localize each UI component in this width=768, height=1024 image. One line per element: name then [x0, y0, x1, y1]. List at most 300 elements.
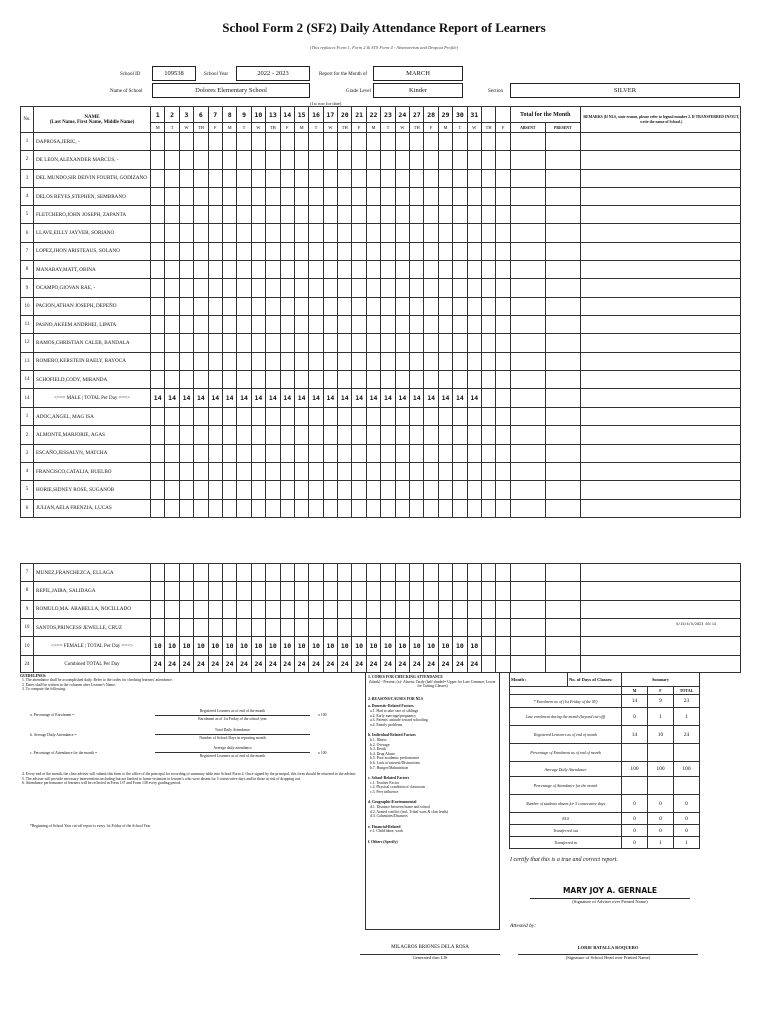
school-year-field[interactable]: 2022 - 2023 [236, 66, 310, 81]
attendance-cell[interactable] [467, 463, 481, 481]
attendance-cell[interactable] [496, 279, 510, 297]
attendance-cell[interactable] [280, 618, 294, 636]
attendance-cell[interactable] [481, 224, 495, 242]
attendance-cell[interactable] [237, 169, 251, 187]
attendance-cell[interactable] [410, 242, 424, 260]
attendance-cell[interactable] [496, 582, 510, 600]
attendance-cell[interactable] [222, 444, 236, 462]
attendance-cell[interactable] [165, 151, 179, 169]
attendance-cell[interactable] [438, 408, 452, 426]
attendance-cell[interactable] [338, 169, 352, 187]
attendance-cell[interactable] [410, 499, 424, 517]
attendance-cell[interactable] [352, 169, 366, 187]
attendance-cell[interactable] [266, 151, 280, 169]
attendance-cell[interactable] [251, 224, 265, 242]
attendance-cell[interactable] [366, 600, 380, 618]
attendance-cell[interactable] [179, 261, 193, 279]
attendance-cell[interactable] [266, 242, 280, 260]
attendance-cell[interactable] [395, 297, 409, 315]
attendance-cell[interactable] [395, 334, 409, 352]
attendance-cell[interactable] [366, 618, 380, 636]
attendance-cell[interactable] [453, 463, 467, 481]
attendance-cell[interactable] [453, 426, 467, 444]
attendance-cell[interactable] [266, 463, 280, 481]
attendance-cell[interactable] [323, 334, 337, 352]
attendance-cell[interactable] [338, 463, 352, 481]
attendance-cell[interactable] [309, 499, 323, 517]
attendance-cell[interactable] [309, 444, 323, 462]
attendance-cell[interactable] [165, 169, 179, 187]
attendance-cell[interactable] [338, 600, 352, 618]
attendance-cell[interactable] [453, 582, 467, 600]
attendance-cell[interactable] [381, 279, 395, 297]
attendance-cell[interactable] [165, 187, 179, 205]
attendance-cell[interactable] [424, 151, 438, 169]
attendance-cell[interactable] [496, 426, 510, 444]
attendance-cell[interactable] [294, 564, 308, 582]
attendance-cell[interactable] [280, 242, 294, 260]
attendance-cell[interactable] [222, 426, 236, 444]
attendance-cell[interactable] [266, 169, 280, 187]
attendance-cell[interactable] [266, 315, 280, 333]
attendance-cell[interactable] [467, 133, 481, 151]
attendance-cell[interactable] [323, 564, 337, 582]
attendance-cell[interactable] [438, 370, 452, 388]
attendance-cell[interactable] [338, 315, 352, 333]
attendance-cell[interactable] [266, 564, 280, 582]
attendance-cell[interactable] [251, 481, 265, 499]
absent-cell[interactable] [510, 151, 545, 169]
attendance-cell[interactable] [280, 224, 294, 242]
attendance-cell[interactable] [453, 618, 467, 636]
attendance-cell[interactable] [381, 564, 395, 582]
attendance-cell[interactable] [280, 582, 294, 600]
attendance-cell[interactable] [481, 242, 495, 260]
attendance-cell[interactable] [237, 352, 251, 370]
attendance-cell[interactable] [208, 242, 222, 260]
attendance-cell[interactable] [467, 151, 481, 169]
attendance-cell[interactable] [194, 334, 208, 352]
absent-cell[interactable] [510, 444, 545, 462]
attendance-cell[interactable] [395, 206, 409, 224]
attendance-cell[interactable] [424, 279, 438, 297]
attendance-cell[interactable] [309, 618, 323, 636]
attendance-cell[interactable] [194, 444, 208, 462]
attendance-cell[interactable] [395, 444, 409, 462]
attendance-cell[interactable] [366, 169, 380, 187]
attendance-cell[interactable] [338, 187, 352, 205]
attendance-cell[interactable] [467, 582, 481, 600]
attendance-cell[interactable] [165, 444, 179, 462]
attendance-cell[interactable] [338, 426, 352, 444]
absent-cell[interactable] [510, 499, 545, 517]
present-cell[interactable] [545, 297, 580, 315]
attendance-cell[interactable] [323, 426, 337, 444]
attendance-cell[interactable] [467, 224, 481, 242]
attendance-cell[interactable] [251, 408, 265, 426]
attendance-cell[interactable] [208, 224, 222, 242]
attendance-cell[interactable] [208, 426, 222, 444]
attendance-cell[interactable] [496, 444, 510, 462]
attendance-cell[interactable] [366, 426, 380, 444]
attendance-cell[interactable] [352, 151, 366, 169]
attendance-cell[interactable] [237, 426, 251, 444]
attendance-cell[interactable] [438, 206, 452, 224]
attendance-cell[interactable] [194, 564, 208, 582]
attendance-cell[interactable] [366, 297, 380, 315]
attendance-cell[interactable] [179, 297, 193, 315]
attendance-cell[interactable] [395, 582, 409, 600]
attendance-cell[interactable] [165, 206, 179, 224]
attendance-cell[interactable] [208, 187, 222, 205]
present-cell[interactable] [545, 370, 580, 388]
attendance-cell[interactable] [366, 334, 380, 352]
attendance-cell[interactable] [165, 582, 179, 600]
attendance-cell[interactable] [251, 370, 265, 388]
attendance-cell[interactable] [280, 334, 294, 352]
attendance-cell[interactable] [194, 261, 208, 279]
attendance-cell[interactable] [366, 352, 380, 370]
attendance-cell[interactable] [309, 261, 323, 279]
attendance-cell[interactable] [179, 151, 193, 169]
present-cell[interactable] [545, 224, 580, 242]
attendance-cell[interactable] [438, 444, 452, 462]
attendance-cell[interactable] [352, 334, 366, 352]
attendance-cell[interactable] [222, 224, 236, 242]
attendance-cell[interactable] [251, 444, 265, 462]
attendance-cell[interactable] [280, 133, 294, 151]
attendance-cell[interactable] [467, 297, 481, 315]
attendance-cell[interactable] [165, 564, 179, 582]
attendance-cell[interactable] [467, 444, 481, 462]
attendance-cell[interactable] [194, 426, 208, 444]
attendance-cell[interactable] [438, 242, 452, 260]
absent-cell[interactable] [510, 334, 545, 352]
absent-cell[interactable] [510, 315, 545, 333]
attendance-cell[interactable] [381, 499, 395, 517]
attendance-cell[interactable] [496, 169, 510, 187]
attendance-cell[interactable] [438, 297, 452, 315]
present-cell[interactable] [545, 334, 580, 352]
attendance-cell[interactable] [395, 133, 409, 151]
attendance-cell[interactable] [453, 133, 467, 151]
present-cell[interactable] [545, 151, 580, 169]
attendance-cell[interactable] [208, 370, 222, 388]
attendance-cell[interactable] [410, 279, 424, 297]
attendance-cell[interactable] [453, 279, 467, 297]
attendance-cell[interactable] [381, 151, 395, 169]
absent-cell[interactable] [510, 370, 545, 388]
attendance-cell[interactable] [438, 151, 452, 169]
attendance-cell[interactable] [266, 426, 280, 444]
absent-cell[interactable] [510, 133, 545, 151]
attendance-cell[interactable] [395, 169, 409, 187]
attendance-cell[interactable] [453, 370, 467, 388]
attendance-cell[interactable] [266, 279, 280, 297]
attendance-cell[interactable] [352, 582, 366, 600]
attendance-cell[interactable] [410, 187, 424, 205]
attendance-cell[interactable] [294, 315, 308, 333]
attendance-cell[interactable] [453, 224, 467, 242]
attendance-cell[interactable] [410, 481, 424, 499]
attendance-cell[interactable] [338, 352, 352, 370]
present-cell[interactable] [545, 618, 580, 636]
attendance-cell[interactable] [266, 481, 280, 499]
attendance-cell[interactable] [222, 352, 236, 370]
attendance-cell[interactable] [266, 334, 280, 352]
remarks-cell[interactable] [580, 600, 740, 618]
attendance-cell[interactable] [222, 334, 236, 352]
attendance-cell[interactable] [251, 600, 265, 618]
attendance-cell[interactable] [323, 481, 337, 499]
absent-cell[interactable] [510, 169, 545, 187]
attendance-cell[interactable] [481, 463, 495, 481]
attendance-cell[interactable] [179, 242, 193, 260]
attendance-cell[interactable] [496, 315, 510, 333]
attendance-cell[interactable] [467, 600, 481, 618]
attendance-cell[interactable] [309, 151, 323, 169]
attendance-cell[interactable] [410, 151, 424, 169]
attendance-cell[interactable] [179, 279, 193, 297]
remarks-cell[interactable] [580, 242, 740, 260]
attendance-cell[interactable] [481, 206, 495, 224]
attendance-cell[interactable] [222, 297, 236, 315]
attendance-cell[interactable] [151, 187, 165, 205]
attendance-cell[interactable] [453, 600, 467, 618]
attendance-cell[interactable] [280, 463, 294, 481]
attendance-cell[interactable] [481, 600, 495, 618]
attendance-cell[interactable] [208, 261, 222, 279]
attendance-cell[interactable] [424, 352, 438, 370]
attendance-cell[interactable] [222, 481, 236, 499]
attendance-cell[interactable] [280, 279, 294, 297]
attendance-cell[interactable] [467, 206, 481, 224]
attendance-cell[interactable] [438, 481, 452, 499]
absent-cell[interactable] [510, 206, 545, 224]
attendance-cell[interactable] [410, 582, 424, 600]
attendance-cell[interactable] [481, 564, 495, 582]
attendance-cell[interactable] [496, 261, 510, 279]
present-cell[interactable] [545, 352, 580, 370]
attendance-cell[interactable] [381, 133, 395, 151]
remarks-cell[interactable] [580, 618, 740, 636]
attendance-cell[interactable] [381, 315, 395, 333]
attendance-cell[interactable] [496, 334, 510, 352]
attendance-cell[interactable] [309, 600, 323, 618]
attendance-cell[interactable] [410, 463, 424, 481]
attendance-cell[interactable] [467, 481, 481, 499]
attendance-cell[interactable] [352, 408, 366, 426]
attendance-cell[interactable] [309, 187, 323, 205]
attendance-cell[interactable] [352, 242, 366, 260]
attendance-cell[interactable] [453, 499, 467, 517]
attendance-cell[interactable] [309, 408, 323, 426]
attendance-cell[interactable] [496, 600, 510, 618]
attendance-cell[interactable] [496, 463, 510, 481]
attendance-cell[interactable] [194, 151, 208, 169]
attendance-cell[interactable] [323, 315, 337, 333]
attendance-cell[interactable] [179, 582, 193, 600]
attendance-cell[interactable] [381, 408, 395, 426]
attendance-cell[interactable] [481, 315, 495, 333]
attendance-cell[interactable] [410, 426, 424, 444]
attendance-cell[interactable] [481, 582, 495, 600]
attendance-cell[interactable] [165, 618, 179, 636]
attendance-cell[interactable] [323, 261, 337, 279]
attendance-cell[interactable] [438, 618, 452, 636]
present-cell[interactable] [545, 499, 580, 517]
attendance-cell[interactable] [179, 334, 193, 352]
present-cell[interactable] [545, 133, 580, 151]
attendance-cell[interactable] [395, 481, 409, 499]
attendance-cell[interactable] [294, 582, 308, 600]
attendance-cell[interactable] [323, 618, 337, 636]
present-cell[interactable] [545, 600, 580, 618]
attendance-cell[interactable] [352, 297, 366, 315]
attendance-cell[interactable] [251, 618, 265, 636]
attendance-cell[interactable] [352, 187, 366, 205]
attendance-cell[interactable] [222, 206, 236, 224]
attendance-cell[interactable] [438, 352, 452, 370]
remarks-cell[interactable] [580, 261, 740, 279]
attendance-cell[interactable] [496, 297, 510, 315]
attendance-cell[interactable] [280, 444, 294, 462]
attendance-cell[interactable] [467, 169, 481, 187]
attendance-cell[interactable] [222, 315, 236, 333]
attendance-cell[interactable] [309, 481, 323, 499]
attendance-cell[interactable] [395, 600, 409, 618]
attendance-cell[interactable] [294, 426, 308, 444]
attendance-cell[interactable] [453, 315, 467, 333]
absent-cell[interactable] [510, 426, 545, 444]
school-name-field[interactable]: Dolores Elementary School [152, 83, 310, 98]
attendance-cell[interactable] [222, 151, 236, 169]
attendance-cell[interactable] [194, 600, 208, 618]
attendance-cell[interactable] [467, 334, 481, 352]
attendance-cell[interactable] [424, 444, 438, 462]
remarks-cell[interactable] [580, 133, 740, 151]
attendance-cell[interactable] [208, 315, 222, 333]
attendance-cell[interactable] [395, 499, 409, 517]
absent-cell[interactable] [510, 261, 545, 279]
attendance-cell[interactable] [266, 582, 280, 600]
attendance-cell[interactable] [266, 133, 280, 151]
attendance-cell[interactable] [467, 279, 481, 297]
attendance-cell[interactable] [410, 352, 424, 370]
attendance-cell[interactable] [294, 499, 308, 517]
attendance-cell[interactable] [309, 463, 323, 481]
attendance-cell[interactable] [481, 169, 495, 187]
attendance-cell[interactable] [381, 463, 395, 481]
attendance-cell[interactable] [280, 564, 294, 582]
attendance-cell[interactable] [366, 133, 380, 151]
attendance-cell[interactable] [266, 261, 280, 279]
attendance-cell[interactable] [410, 600, 424, 618]
attendance-cell[interactable] [481, 499, 495, 517]
attendance-cell[interactable] [323, 224, 337, 242]
present-cell[interactable] [545, 564, 580, 582]
attendance-cell[interactable] [151, 463, 165, 481]
attendance-cell[interactable] [438, 169, 452, 187]
attendance-cell[interactable] [424, 582, 438, 600]
attendance-cell[interactable] [280, 261, 294, 279]
attendance-cell[interactable] [294, 618, 308, 636]
attendance-cell[interactable] [338, 582, 352, 600]
attendance-cell[interactable] [294, 151, 308, 169]
attendance-cell[interactable] [453, 242, 467, 260]
attendance-cell[interactable] [366, 279, 380, 297]
attendance-cell[interactable] [165, 279, 179, 297]
attendance-cell[interactable] [222, 169, 236, 187]
attendance-cell[interactable] [366, 499, 380, 517]
remarks-cell[interactable] [580, 315, 740, 333]
attendance-cell[interactable] [237, 151, 251, 169]
attendance-cell[interactable] [151, 297, 165, 315]
attendance-cell[interactable] [323, 408, 337, 426]
present-cell[interactable] [545, 408, 580, 426]
attendance-cell[interactable] [323, 187, 337, 205]
remarks-cell[interactable] [580, 224, 740, 242]
attendance-cell[interactable] [194, 279, 208, 297]
attendance-cell[interactable] [410, 169, 424, 187]
remarks-cell[interactable] [580, 426, 740, 444]
attendance-cell[interactable] [381, 352, 395, 370]
attendance-cell[interactable] [424, 600, 438, 618]
absent-cell[interactable] [510, 408, 545, 426]
attendance-cell[interactable] [165, 334, 179, 352]
attendance-cell[interactable] [151, 315, 165, 333]
attendance-cell[interactable] [208, 279, 222, 297]
attendance-cell[interactable] [381, 481, 395, 499]
attendance-cell[interactable] [338, 334, 352, 352]
attendance-cell[interactable] [222, 242, 236, 260]
attendance-cell[interactable] [338, 618, 352, 636]
attendance-cell[interactable] [338, 370, 352, 388]
attendance-cell[interactable] [251, 169, 265, 187]
attendance-cell[interactable] [280, 206, 294, 224]
remarks-cell[interactable] [580, 408, 740, 426]
attendance-cell[interactable] [366, 444, 380, 462]
attendance-cell[interactable] [467, 352, 481, 370]
attendance-cell[interactable] [496, 187, 510, 205]
attendance-cell[interactable] [352, 133, 366, 151]
attendance-cell[interactable] [179, 481, 193, 499]
absent-cell[interactable] [510, 279, 545, 297]
attendance-cell[interactable] [438, 499, 452, 517]
attendance-cell[interactable] [496, 133, 510, 151]
attendance-cell[interactable] [194, 370, 208, 388]
attendance-cell[interactable] [424, 618, 438, 636]
attendance-cell[interactable] [366, 261, 380, 279]
present-cell[interactable] [545, 261, 580, 279]
attendance-cell[interactable] [424, 133, 438, 151]
attendance-cell[interactable] [309, 582, 323, 600]
attendance-cell[interactable] [280, 169, 294, 187]
attendance-cell[interactable] [381, 169, 395, 187]
attendance-cell[interactable] [481, 187, 495, 205]
attendance-cell[interactable] [395, 370, 409, 388]
attendance-cell[interactable] [438, 315, 452, 333]
attendance-cell[interactable] [352, 426, 366, 444]
attendance-cell[interactable] [309, 315, 323, 333]
remarks-cell[interactable] [580, 582, 740, 600]
attendance-cell[interactable] [237, 334, 251, 352]
attendance-cell[interactable] [222, 370, 236, 388]
present-cell[interactable] [545, 481, 580, 499]
attendance-cell[interactable] [496, 242, 510, 260]
attendance-cell[interactable] [151, 279, 165, 297]
attendance-cell[interactable] [222, 187, 236, 205]
